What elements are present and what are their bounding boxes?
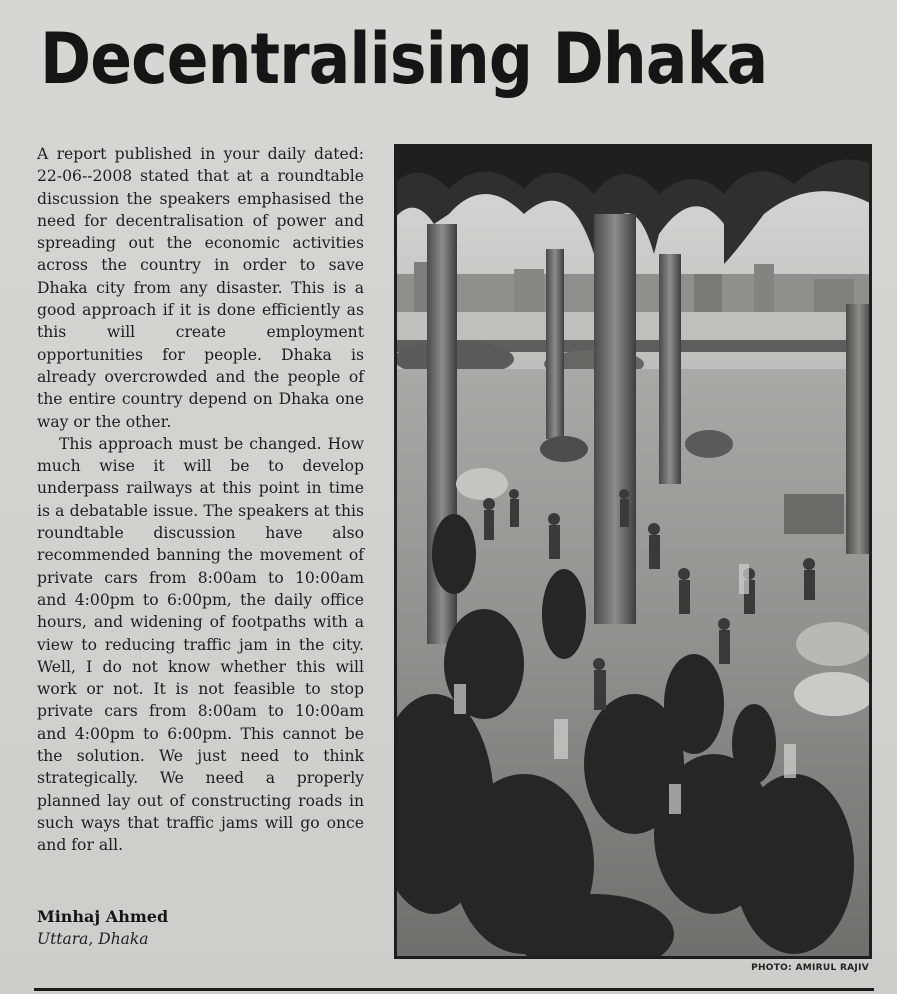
news-photo (394, 144, 872, 959)
letter-paragraph-2: This approach must be changed. How much wise it will be to develop underpass railways at this point in time is a debatable issue. The speakers at this roundtable discussion have also recommended banning the movement of private cars from 8:00am to 10:00am and 4:00pm to 6:00pm, the daily office hours, and widening of footpaths with a view to reducing traffic jam in the city. Well, I do not know whether this will work or not. It is not feasible to stop private cars from 8:00am to 10:00am and 4:00pm to 6:00pm. This cannot be the solution. We just need to think strategically. We need a properly planned lay out of constructing roads in such ways that traffic jams will go once and for all. (37, 434, 364, 855)
headline: Decentralising Dhaka (40, 18, 768, 100)
letter-paragraph-1: A report published in your daily dated: 22-06--2008 stated that at a roundtable discussion the speakers emphasised the need for decentralisation of power and spreading out the economic activities across the country in order to save Dhaka city from any disaster. This is a good approach if it is done efficiently as this will create employment opportunities for people. Dhaka is already overcrowded and the people of the entire country depend on Dhaka one way or the other. (37, 145, 364, 431)
station-crowd-photo (394, 144, 872, 959)
bottom-rule (34, 988, 874, 991)
author-location: Uttara, Dhaka (37, 930, 149, 948)
author-name: Minhaj Ahmed (37, 907, 169, 926)
photo-credit: PHOTO: AMIRUL RAJIV (751, 963, 869, 973)
letter-body (37, 143, 364, 857)
